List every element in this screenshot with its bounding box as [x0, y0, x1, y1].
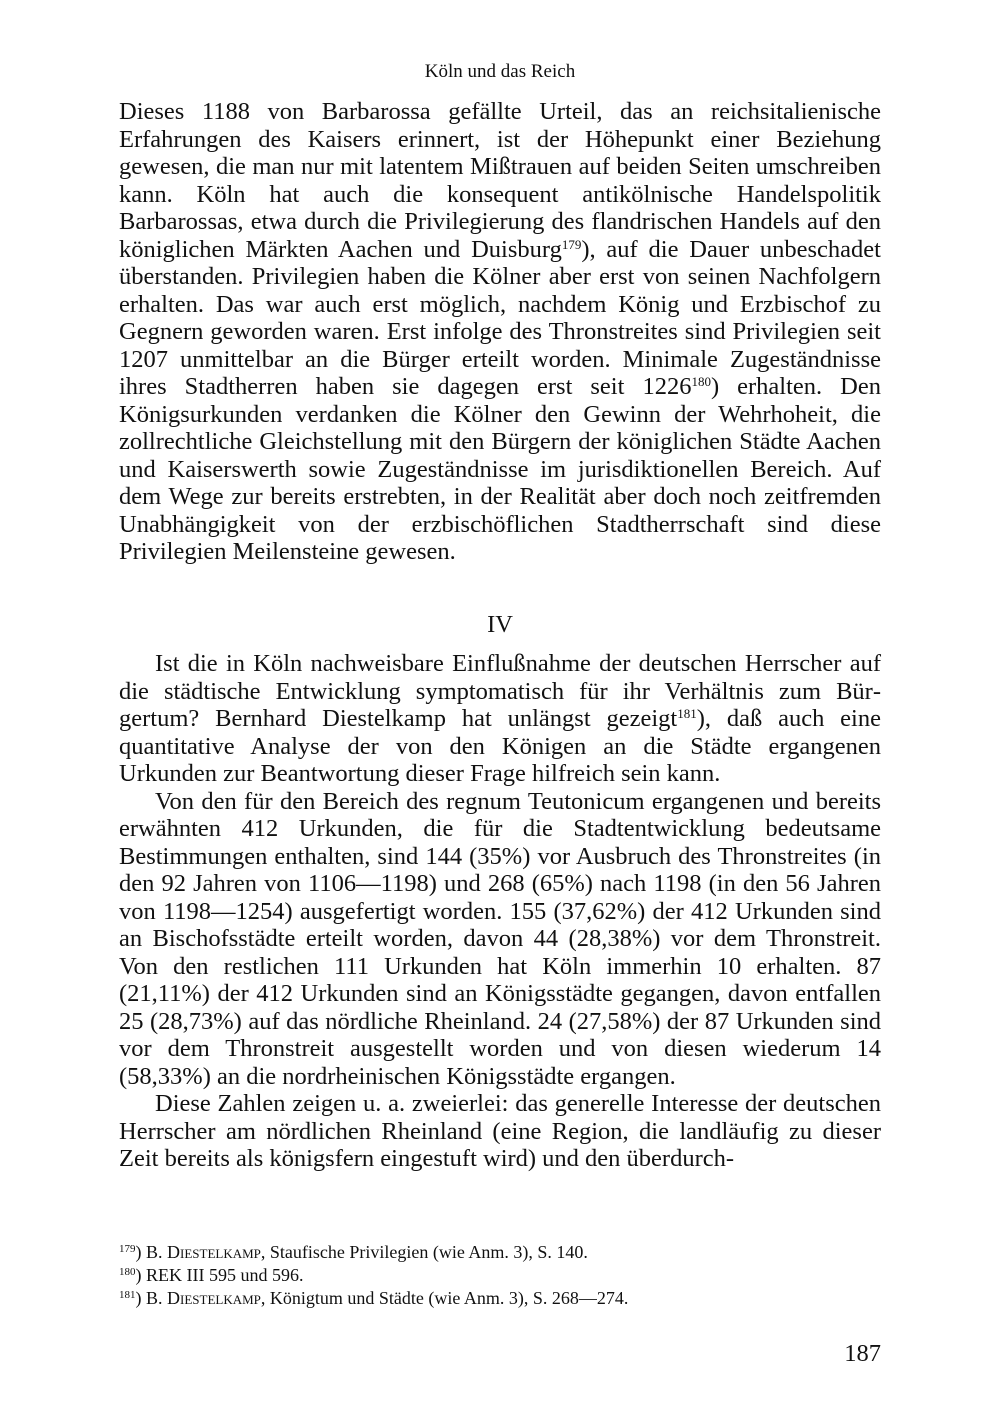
footnote-reference-181[interactable]: 181	[677, 706, 697, 721]
footnote-text: REK III 595 und 596.	[146, 1265, 304, 1285]
paragraph-1-part-1: Dieses 1188 von Barbarossa gefällte Urteil, das an reichsitalienische Erfahrungen des Kaisers erinnert, ist der Höhepunkt einer Beziehung gewesen, die man nur mit latentem Mißtrauen auf beiden Seiten umschreiben kann. Köln hat auch die konsequent antikölnische Handelspolitik Barbarossas, etwa durch die Privilegierung des flandrischen Handels auf den königlichen Märkten Aachen und Duisburg	[119, 98, 881, 263]
paragraph-2-part-2: ), daß auch eine quantitative Analyse der von den Königen an die Städte ergangenen Urkunden zur Beantwortung dieser Frage hilfreich sein kann.	[119, 705, 881, 787]
body-text-block-2	[119, 650, 881, 1173]
page-number: 187	[844, 1340, 881, 1367]
footnote-181: $^{181}$) B. Diestelkamp, Königtum und Städte (wie Anm. 3), S. 268—274.	[119, 1288, 629, 1308]
footnote-text: , Königtum und Städte (wie Anm. 3), S. 268—274.	[260, 1288, 629, 1308]
footnote-180: $^{180}$) REK III 595 und 596.	[119, 1265, 304, 1285]
paragraph-4: Diese Zahlen zeigen u. a. zweierlei: das generelle Interesse der deutschen Herrscher am nördlichen Rheinland (eine Region, die landläufig zu dieser Zeit bereits als königsfern eingestuft wird) und den überdurch-	[119, 1090, 881, 1172]
footnote-reference-180[interactable]: 180	[691, 374, 711, 389]
footnote-number: 181	[119, 1289, 136, 1301]
footnote-179: $^{179}$) B. Diestelkamp, Staufische Privilegien (wie Anm. 3), S. 140.	[119, 1242, 588, 1262]
paragraph-2-part-1: Ist die in Köln nachweisbare Einflußnahme der deutschen Herrscher auf die städtische Entwicklung symptomatisch für ihr Verhältnis zum Bürgertum? Bernhard Diestelkamp hat unlängst gezeigt	[119, 650, 881, 732]
paragraph-3: Von den für den Bereich des regnum Teutonicum ergangenen und bereits erwähnten 412 Urkunden, die für die Stadtentwicklung bedeutsame Bestimmungen enthalten, sind 144 (35%) vor Ausbruch des Thronstreites (in den 92 Jahren von 1106—1198) und 268 (65%) nach 1198 (in den 56 Jahren von 1198—1254) ausgefertigt worden. 155 (37,62%) der 412 Urkunden sind an Bischofsstädte erteilt worden, davon 44 (28,38%) vor dem Thronstreit. Von den restlichen 111 Urkunden hat Köln immerhin 10 erhalten. 87 (21,11%) der 412 Urkunden sind an Königsstädte gegangen, davon entfallen 25 (28,73%) auf das nördliche Rheinland. 24 (27,58%) der 87 Urkunden sind vor dem Thronstreit ausgestellt worden und von diesen wiederum 14 (58,33%) an die nordrheinischen Königsstädte ergangen.	[119, 787, 881, 1090]
footnote-number: 179	[119, 1243, 136, 1255]
paragraph-2	[119, 650, 881, 788]
section-heading: IV	[487, 611, 513, 638]
footnote-number: 180	[119, 1266, 136, 1278]
running-head: Köln und das Reich	[424, 61, 576, 82]
footnotes	[119, 1241, 881, 1310]
paragraph-1	[119, 98, 881, 566]
paragraph-1-part-3: ) erhalten. Den Königsurkunden verdanken die Kölner den Gewinn der Wehrhoheit, die zollrechtliche Gleichstellung mit den Bürgern der königlichen Städte Aachen und Kaiserswerth sowie Zugeständnisse im jurisdiktionellen Bereich. Auf dem Wege zur bereits erstrebten, in der Realität aber doch noch zeitfremden Unabhängigkeit von der erzbischöflichen Stadtherrschaft sind diese Privilegien Meilensteine gewesen.	[119, 373, 881, 565]
footnote-text: , Staufische Privilegien (wie Anm. 3), S. 140.	[260, 1242, 588, 1262]
body-text-block	[119, 98, 881, 566]
paragraph-1-part-2: ), auf die Dauer unbeschadet überstanden. Privilegien haben die Kölner aber erst von seinen Nachfolgern erhalten. Das war auch erst möglich, nachdem König und Erzbischof zu Gegnern geworden waren. Erst infolge des Thronstreites sind Privilegien seit 1207 unmittelbar an die Bürger erteilt worden. Minimale Zugeständnisse ihres Stadtherren haben sie dagegen erst seit 1226	[119, 235, 881, 400]
footnote-author: B. Diestelkamp	[146, 1242, 261, 1262]
footnote-reference-179[interactable]: 179	[561, 236, 582, 252]
footnote-author: B. Diestelkamp	[146, 1288, 261, 1308]
